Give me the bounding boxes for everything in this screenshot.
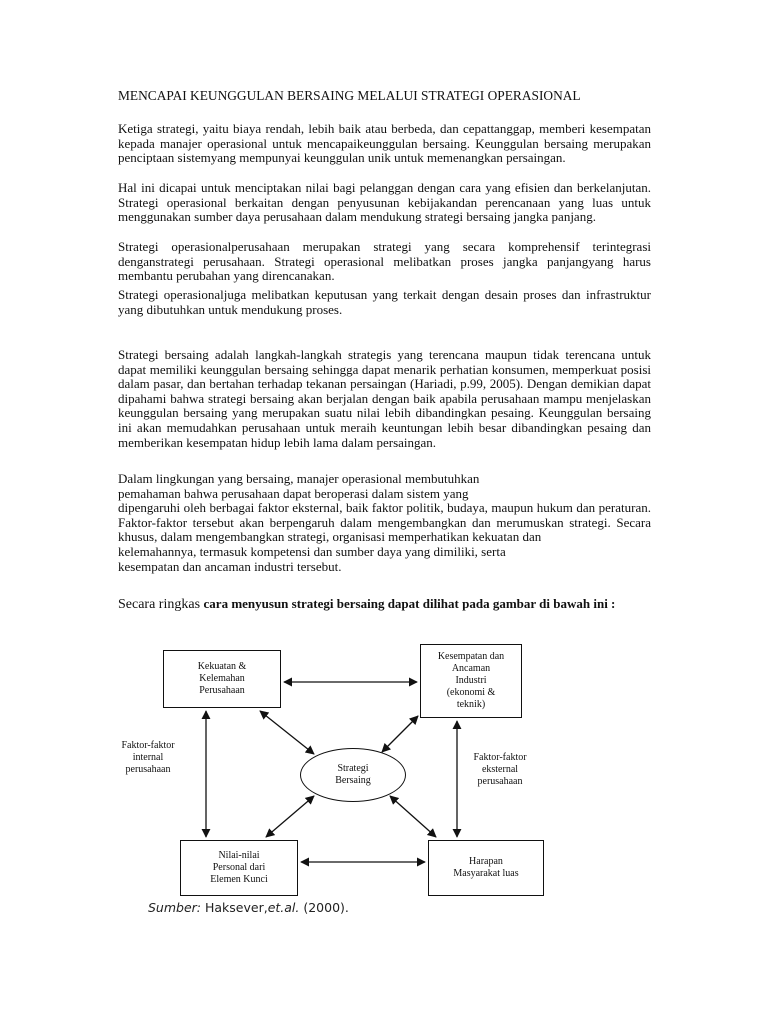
paragraph-7 [118,596,651,613]
paragraph-6-line: dipengaruhi oleh berbagai faktor eksternal, baik faktor politik, budaya, maupun hukum dan peraturan. Faktor-faktor tersebut akan berpengaruh dalam mengembangkan dan merumuskan strategi. Secara khusus, dalam mengembangkan strategi, organisasi memperhatikan kekuatan dan [118,500,651,545]
paragraph-6-line: Dalam lingkungan yang bersaing, manajer operasional membutuhkan [118,471,480,486]
arrow-center-top-right [382,716,418,752]
arrow-center-bottom-left [266,796,314,837]
box-kekuatan-kelemahan: Kekuatan & Kelemahan Perusahaan [163,650,281,708]
label-faktor-internal: Faktor-faktor internal perusahaan [121,740,175,775]
paragraph-2: Hal ini dicapai untuk menciptakan nilai bagi pelanggan dengan cara yang efisien dan berkelanjutan. Strategi operasional berkaitan dengan penyusunan kebijakandan perencanaan yang luas untuk menggunakan sumber daya perusahaan dalam mendukung strategi bersaing jangka panjang. [118,180,651,225]
paragraph-6 [118,472,651,574]
paragraph-6-line: kesempatan dan ancaman industri tersebut. [118,558,342,574]
source-year: (2000). [299,900,349,915]
paragraph-7-bold: cara menyusun strategi bersaing dapat dilihat pada gambar di bawah ini : [203,596,616,611]
source-author: Haksever, [201,900,268,915]
label-faktor-eksternal: Faktor-faktor eksternal perusahaan [473,752,527,787]
paragraph-3: Strategi operasionalperusahaan merupakan strategi yang secara komprehensif terintegrasi denganstrategi perusahaan. Strategi operasional melibatkan proses jangka panjangyang harus membantu perubahan yang direncanakan. [118,239,651,284]
paragraph-5: Strategi bersaing adalah langkah-langkah strategis yang terencana maupun tidak terencana untuk dapat memiliki keunggulan bersaing sehingga dapat menarik perhatian konsumen, memperkuat posisi dalam pasar, dan bertahan terhadap tekanan persaingan (Hariadi, p.99, 2005). Dengan demikian dapat dipahami bahwa strategi bersaing akan berjalan dengan baik apabila perusahaan mampu menjelaskan keunggulan bersaing yang merupakan suatu nilai lebih dibandingkan pesaing. Keunggulan bersaing ini akan memudahkan perusahaan untuk meraih keuntungan lebih besar dibandingkan pesaing dan memberikan kesempatan hidup lebih lama dalam persaingan. [118,347,651,450]
paragraph-6-line: kelemahannya, termasuk kompetensi dan sumber daya yang dimiliki, serta [118,543,506,559]
box-kesempatan-ancaman: Kesempatan dan Ancaman Industri (ekonomi & teknik) [420,644,522,718]
document-title: MENCAPAI KEUNGGULAN BERSAING MELALUI STRATEGI OPERASIONAL [118,88,581,103]
box-nilai-personal: Nilai-nilai Personal dari Elemen Kunci [180,840,298,896]
paragraph-4: Strategi operasionaljuga melibatkan keputusan yang terkait dengan desain proses dan infrastruktur yang dibutuhkan untuk mendukung proses. [118,287,651,317]
paragraph-6-line: pemahaman bahwa perusahaan dapat beroperasi dalam sistem yang [118,485,469,501]
source-etal: et.al. [267,900,300,915]
arrow-center-top-left [260,711,314,754]
strategy-diagram [100,640,660,900]
source-citation [148,900,349,915]
arrow-center-bottom-right [390,796,436,837]
ellipse-strategi-bersaing: Strategi Bersaing [300,748,406,802]
paragraph-1: Ketiga strategi, yaitu biaya rendah, lebih baik atau berbeda, dan cepattanggap, memberi kesempatan kepada manajer operasional untuk mencapaikeunggulan bersaing. Keunggulan bersaing merupakan penciptaan sistemyang mempunyai keunggulan unik untuk memenangkan persaingan. [118,121,651,166]
source-prefix: Sumber: [148,900,202,915]
box-harapan-masyarakat: Harapan Masyarakat luas [428,840,544,896]
paragraph-7-intro: Secara ringkas [118,597,204,612]
